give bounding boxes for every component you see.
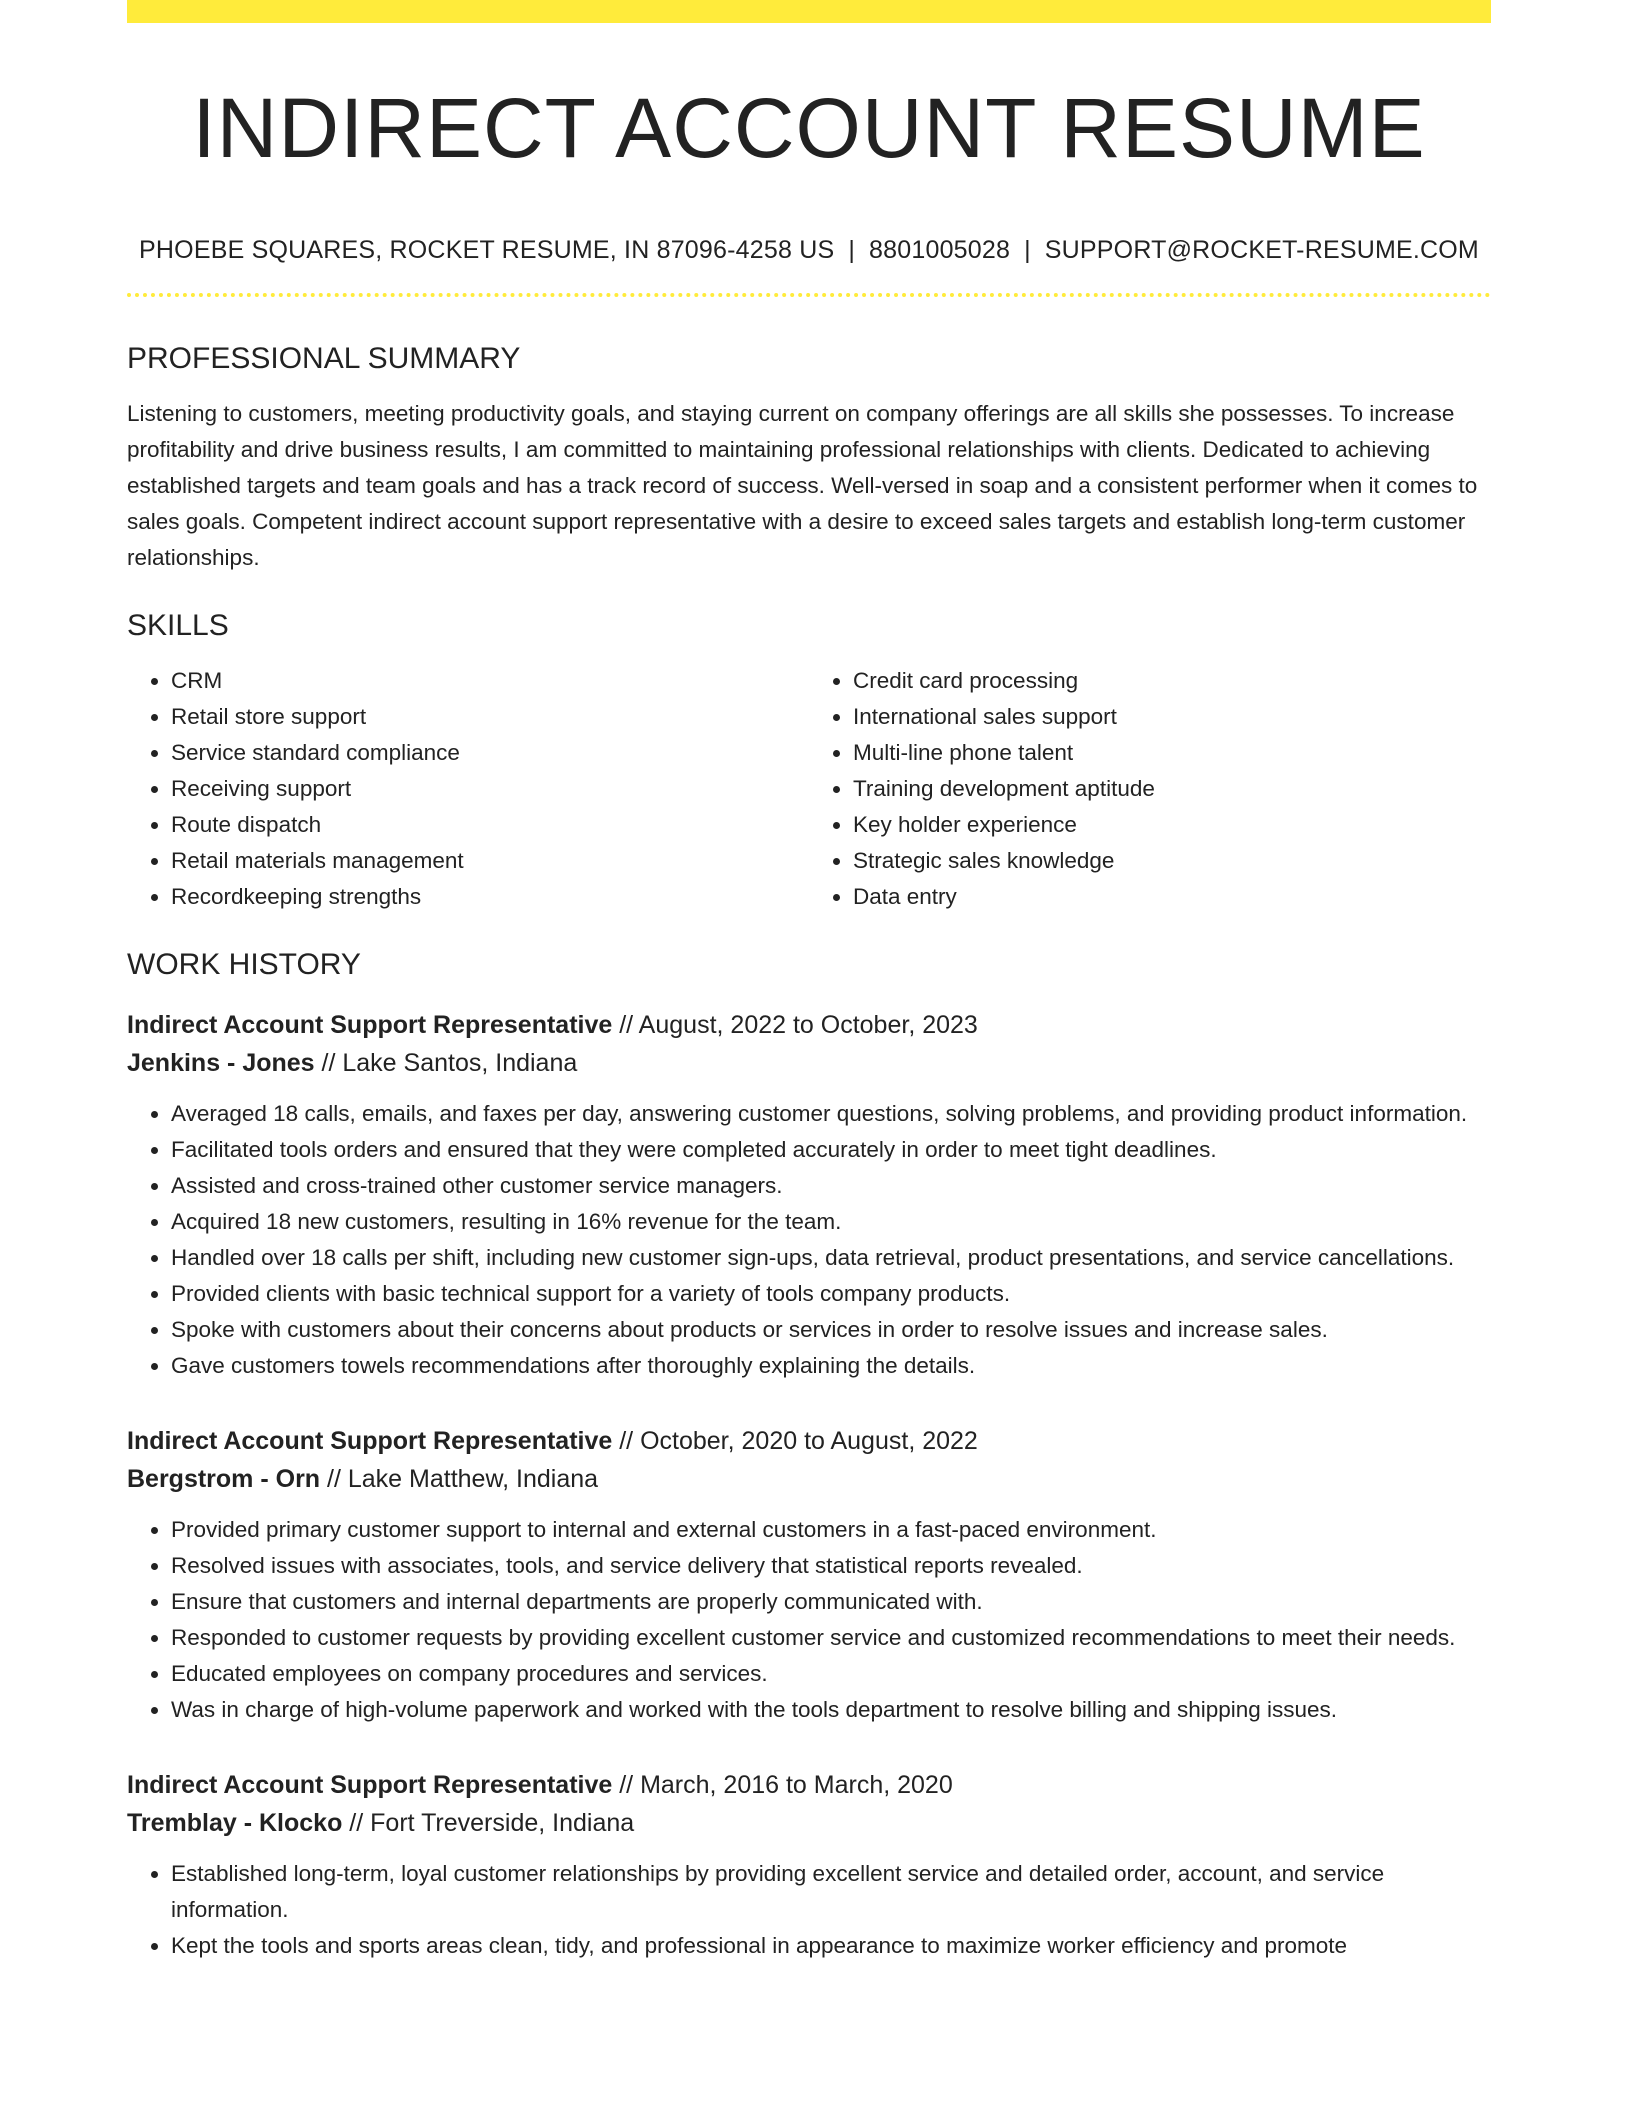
job-bullet: • Spoke with customers about their concerns about products or services in order to resolve issues and increase sales.	[171, 1312, 1491, 1348]
job-dates: // October, 2020 to August, 2022	[612, 1427, 978, 1455]
job-company: Tremblay - Klocko	[127, 1809, 343, 1837]
job-entry	[127, 1006, 1491, 1384]
job-title: Indirect Account Support Representative	[127, 1011, 613, 1039]
skill-item: • CRM	[171, 663, 809, 699]
dotted-divider	[127, 293, 1491, 297]
contact-address: PHOEBE SQUARES, ROCKET RESUME, IN 87096-4258 US	[139, 236, 835, 264]
skill-item: • Service standard compliance	[171, 735, 809, 771]
job-company-line	[127, 1044, 1491, 1082]
skills-columns	[127, 663, 1491, 915]
job-bullet: • Educated employees on company procedures and services.	[171, 1656, 1491, 1692]
work-history-heading: WORK HISTORY	[127, 948, 361, 981]
skill-item: • Credit card processing	[853, 663, 1491, 699]
job-bullet: • Ensure that customers and internal departments are properly communicated with.	[171, 1584, 1491, 1620]
job-location: // Fort Treverside, Indiana	[342, 1809, 635, 1837]
job-entry	[127, 1422, 1491, 1728]
job-bullet: • Provided clients with basic technical support for a variety of tools company products.	[171, 1276, 1491, 1312]
accent-top-bar	[127, 0, 1491, 23]
job-location: // Lake Matthew, Indiana	[320, 1465, 599, 1493]
skill-item: • Route dispatch	[171, 807, 809, 843]
skill-item: • Strategic sales knowledge	[853, 843, 1491, 879]
skill-item: • Recordkeeping strengths	[171, 879, 809, 915]
job-title: Indirect Account Support Representative	[127, 1427, 613, 1455]
skill-item: • Receiving support	[171, 771, 809, 807]
job-company: Jenkins - Jones	[127, 1049, 315, 1077]
job-dates: // August, 2022 to October, 2023	[612, 1011, 978, 1039]
job-bullets	[127, 1096, 1491, 1384]
job-dates: // March, 2016 to March, 2020	[612, 1771, 953, 1799]
skill-item: • Key holder experience	[853, 807, 1491, 843]
contact-phone: 8801005028	[869, 236, 1011, 264]
job-bullet: • Kept the tools and sports areas clean, tidy, and professional in appearance to maximize worker efficiency and promote	[171, 1928, 1491, 1964]
skills-left-list	[127, 663, 809, 915]
job-bullet: • Assisted and cross-trained other customer service managers.	[171, 1168, 1491, 1204]
contact-line	[127, 236, 1491, 265]
job-entry	[127, 1766, 1491, 1964]
job-bullet: • Established long-term, loyal customer relationships by providing excellent service and detailed order, account, and service information.	[171, 1856, 1491, 1928]
job-bullet: • Facilitated tools orders and ensured that they were completed accurately in order to meet tight deadlines.	[171, 1132, 1491, 1168]
job-bullet: • Averaged 18 calls, emails, and faxes per day, answering customer questions, solving problems, and providing product information.	[171, 1096, 1491, 1132]
job-bullet: • Acquired 18 new customers, resulting in 16% revenue for the team.	[171, 1204, 1491, 1240]
resume-title: INDIRECT ACCOUNT RESUME	[192, 81, 1426, 175]
job-bullet: • Handled over 18 calls per shift, including new customer sign-ups, data retrieval, product presentations, and service cancellations.	[171, 1240, 1491, 1276]
summary-text: Listening to customers, meeting productivity goals, and staying current on company offerings are all skills she possesses. To increase profitability and drive business results, I am committed to maintaining professional relationships with clients. Dedicated to achieving established targets and team goals and has a track record of success. Well-versed in soap and a consistent performer when it comes to sales goals. Competent indirect account support representative with a desire to exceed sales targets and establish long-term customer relationships.	[127, 401, 1478, 570]
job-bullet: • Resolved issues with associates, tools, and service delivery that statistical reports revealed.	[171, 1548, 1491, 1584]
job-company-line	[127, 1460, 1491, 1498]
skill-item: • Retail materials management	[171, 843, 809, 879]
job-bullets	[127, 1856, 1491, 1964]
skill-item: • Data entry	[853, 879, 1491, 915]
skill-item: • International sales support	[853, 699, 1491, 735]
job-title: Indirect Account Support Representative	[127, 1771, 613, 1799]
job-bullet: • Was in charge of high-volume paperwork and worked with the tools department to resolve billing and shipping issues.	[171, 1692, 1491, 1728]
contact-email: SUPPORT@ROCKET-RESUME.COM	[1044, 236, 1479, 264]
contact-separator: |	[848, 236, 856, 264]
skill-item: • Multi-line phone talent	[853, 735, 1491, 771]
job-title-line	[127, 1422, 1491, 1460]
resume-page	[127, 0, 1491, 1964]
skills-heading: SKILLS	[127, 609, 229, 642]
job-company-line	[127, 1804, 1491, 1842]
job-title-line	[127, 1006, 1491, 1044]
skills-right-list	[809, 663, 1491, 915]
job-title-line	[127, 1766, 1491, 1804]
job-bullet: • Gave customers towels recommendations after thoroughly explaining the details.	[171, 1348, 1491, 1384]
skill-item: • Retail store support	[171, 699, 809, 735]
job-company: Bergstrom - Orn	[127, 1465, 321, 1493]
job-bullets	[127, 1512, 1491, 1728]
job-bullet: • Responded to customer requests by providing excellent customer service and customized recommendations to meet their needs.	[171, 1620, 1491, 1656]
contact-separator: |	[1024, 236, 1031, 264]
skill-item: • Training development aptitude	[853, 771, 1491, 807]
job-bullet: • Provided primary customer support to internal and external customers in a fast-paced environment.	[171, 1512, 1491, 1548]
summary-heading: PROFESSIONAL SUMMARY	[127, 342, 521, 375]
job-location: // Lake Santos, Indiana	[314, 1049, 578, 1077]
